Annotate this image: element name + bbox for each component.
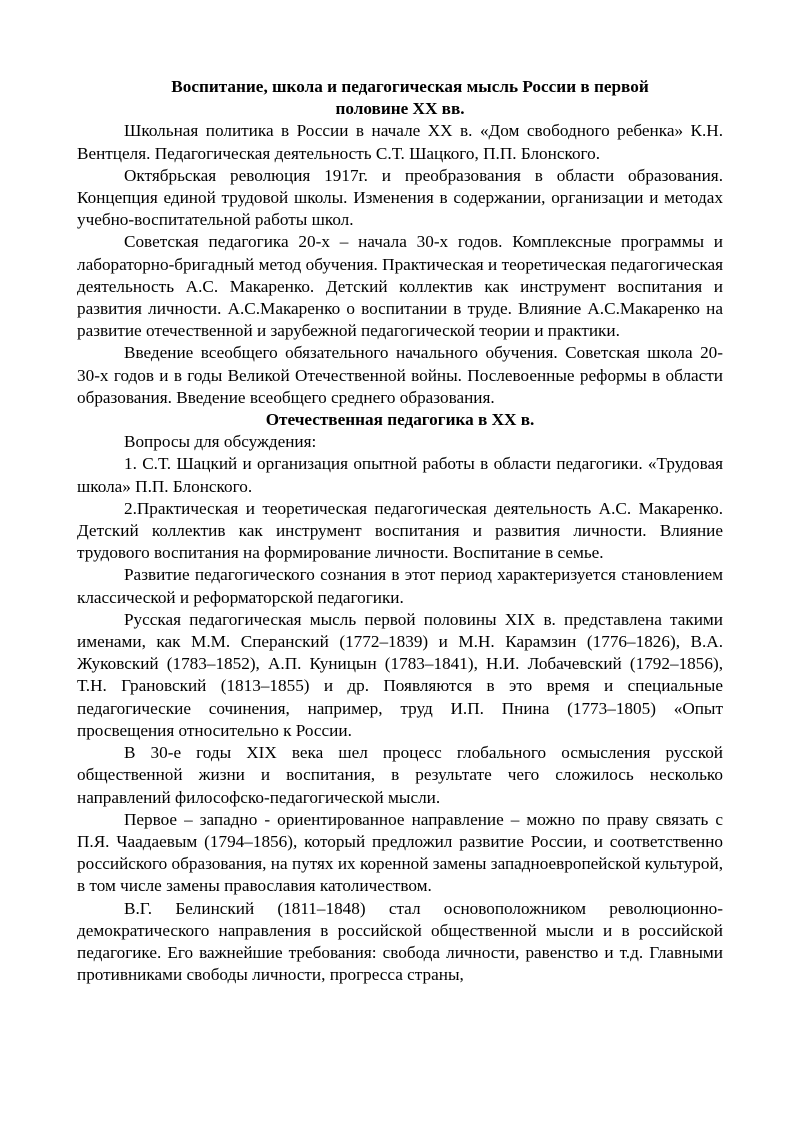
intro-paragraph: Введение всеобщего обязательного начального обучения. Советская школа 20-30-х годов и в годы Великой Отечественной войны. Послевоенные реформы в области образования. Введение всеобщего среднего образования.	[77, 343, 723, 407]
body-paragraph: Первое – западно - ориентированное направление – можно по праву связать с П.Я. Чаадаевым (1794–1856), который предложил развитие России, и соответственно российского образования, на путях их коренной замены западноевропейской культурой, в том числе замены православия католичеством.	[77, 809, 723, 896]
intro-paragraph: Советская педагогика 20-х – начала 30-х годов. Комплексные программы и лабораторно-бригадный метод обучения. Практическая и теоретическая педагогическая деятельность А.С. Макаренко. Детский коллектив как инструмент воспитания и развития личности. А.С.Макаренко о воспитании в труде. Влияние А.С.Макаренко на развитие отечественной и зарубежной педагогической теории и практики.	[77, 232, 723, 341]
body-paragraph: Русская педагогическая мысль первой половины XIX в. представлена такими именами, как М.М. Сперанский (1772–1839) и М.Н. Карамзин (1776–1826), В.А. Жуковский (1783–1852), А.П. Куницын (1783–1841), Н.И. Лобачевский (1792–1856), Т.Н. Грановский (1813–1855) и др. Появляются в это время и специальные педагогические сочинения, например, труд И.П. Пнина (1773–1805) «Опыт просвещения относительно к России.	[77, 609, 723, 740]
body-paragraph: Развитие педагогического сознания в этот период характеризуется становлением классической и реформаторской педагогики.	[77, 565, 723, 607]
intro-paragraph: Школьная политика в России в начале XX в. «Дом свободного ребенка» К.Н. Вентцеля. Педагогическая деятельность С.Т. Шацкого, П.П. Блонского.	[77, 121, 723, 163]
discussion-label: Вопросы для обсуждения:	[124, 432, 317, 452]
section-heading: Отечественная педагогика в XX в.	[265, 410, 535, 430]
document-title-line-1: Воспитание, школа и педагогическая мысль России в первой	[171, 77, 649, 96]
document-title-line-2: половине XX вв.	[335, 99, 465, 119]
discussion-question-2: 2.Практическая и теоретическая педагогическая деятельность А.С. Макаренко. Детский коллектив как инструмент воспитания и развития личности. Влияние трудового воспитания на формирование личности. Воспитание в семье.	[77, 498, 723, 563]
intro-paragraph: Октябрьская революция 1917г. и преобразования в области образования. Концепция единой трудовой школы. Изменения в содержании, организации и методах учебно-воспитательной работы школ.	[77, 165, 723, 230]
discussion-question-1: 1. С.Т. Шацкий и организация опытной работы в области педагогики. «Трудовая школа» П.П. Блонского.	[77, 454, 723, 496]
body-paragraph: В 30-е годы XIX века шел процесс глобального осмысления русской общественной жизни и воспитания, в результате чего сложилось несколько направлений философско-педагогической мысли.	[77, 743, 723, 807]
body-paragraph: В.Г. Белинский (1811–1848) стал основоположником революционно-демократического направления в российской общественной мысли и в российской педагогике. Его важнейшие требования: свобода личности, равенство и т.д. Главными противниками свободы личности, прогресса страны,	[77, 898, 723, 985]
